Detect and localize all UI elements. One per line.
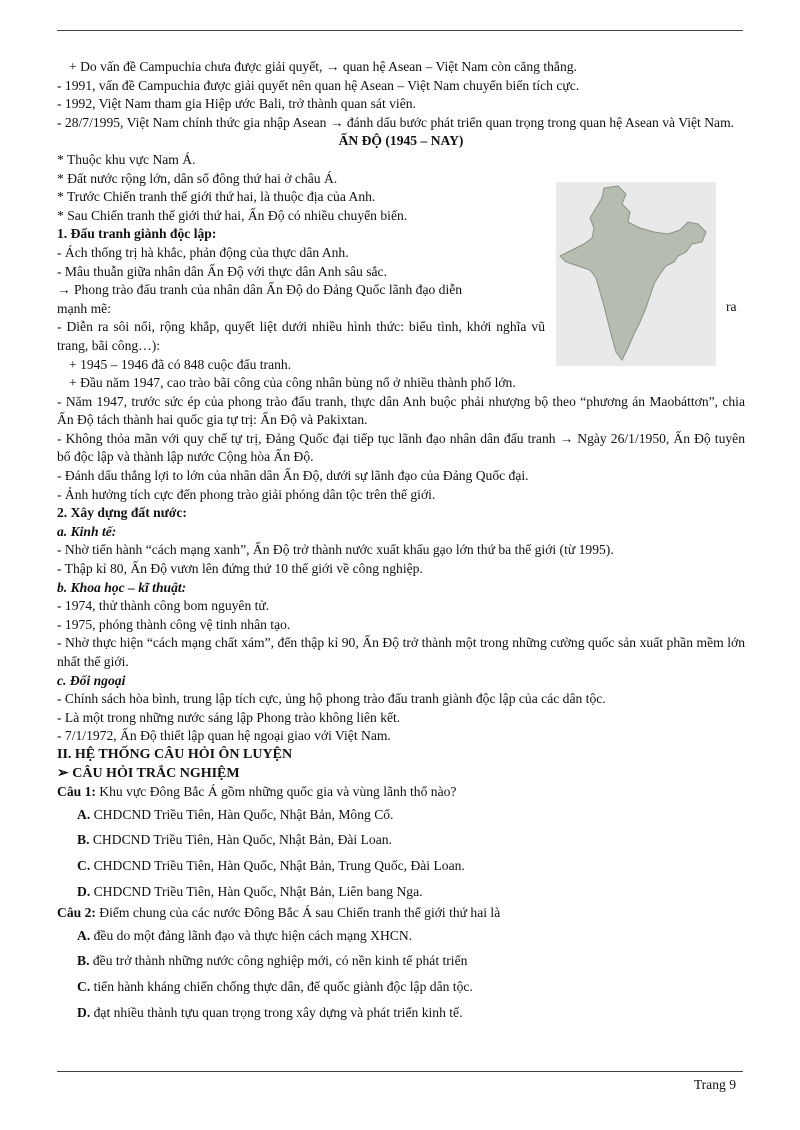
text-line: + Do vấn đề Campuchia chưa được giải quyết, → quan hệ Asean – Việt Nam còn căng thẳng.: [69, 59, 577, 74]
answer-option: [57, 802, 745, 828]
text-line: - Ảnh hưởng tích cực đến phong trào giải phóng dân tộc trên thế giới.: [57, 486, 436, 502]
answer-option: [57, 879, 745, 905]
question-label: Câu 1:: [57, 784, 96, 800]
option-key: C.: [77, 857, 91, 873]
text-line: - 7/1/1972, Ấn Độ thiết lập quan hệ ngoại giao với Việt Nam.: [57, 728, 391, 744]
text-line: - 28/7/1995, Việt Nam chính thức gia nhập Asean → đánh dấu bước phát triển quan trọng trong quan hệ Asean và Việt Nam.: [57, 114, 735, 130]
text-line: - Nhờ tiến hành “cách mạng xanh”, Ấn Độ trở thành nước xuất khẩu gạo lớn thứ ba thế giới (từ 1995).: [57, 542, 614, 558]
india-map-image: [556, 182, 716, 366]
intro-line: * Sau Chiến tranh thế giới thứ hai, Ấn Độ có nhiều chuyển biến.: [57, 207, 408, 223]
mcq-title: ➢ CÂU HỎI TRẮC NGHIỆM: [57, 765, 240, 781]
option-key: D.: [77, 1004, 91, 1020]
page-number: Trang 9: [693, 1077, 736, 1092]
text-line: - Ách thống trị hà khắc, phản động của thực dân Anh.: [57, 244, 349, 260]
heading-economy: a. Kinh tế:: [57, 523, 117, 539]
intro-line: * Đất nước rộng lớn, dân số đông thứ hai ở châu Á.: [57, 170, 338, 186]
text-line: - 1974, thử thành công bom nguyên tử.: [57, 598, 270, 614]
text-line: - 1975, phóng thành công vệ tinh nhân tạo.: [57, 616, 291, 632]
option-key: A.: [77, 806, 91, 822]
answer-option: [57, 1000, 745, 1026]
option-key: B.: [77, 832, 90, 848]
intro-line: * Thuộc khu vực Nam Á.: [57, 151, 196, 167]
text-line: - Năm 1947, trước sức ép của phong trào đấu tranh, thực dân Anh buộc phải nhượng bộ theo “phương án Maobáttơn”, chia Ấn Độ tách thành hai quốc gia tự trị: Ấn Độ và Pakixtan.: [57, 393, 745, 428]
answer-option: [57, 923, 745, 949]
option-text: CHDCND Triều Tiên, Hàn Quốc, Nhật Bản, Mông Cổ.: [90, 806, 394, 822]
option-text: CHDCND Triều Tiên, Hàn Quốc, Nhật Bản, Đài Loan.: [89, 832, 392, 848]
question-1: [57, 783, 745, 802]
option-text: đều do một đảng lãnh đạo và thực hiện cách mạng XHCN.: [90, 927, 413, 943]
heading-build-country: 2. Xây dựng đất nước:: [57, 505, 187, 521]
section-title-india: ẤN ĐỘ (1945 – NAY): [338, 133, 464, 149]
heading-science: b. Khoa học – kĩ thuật:: [57, 579, 187, 595]
heading-independence: 1. Đấu tranh giành độc lập:: [57, 226, 217, 242]
option-key: A.: [77, 927, 91, 943]
answer-option: [57, 827, 745, 853]
text-line: - Thập kỉ 80, Ấn Độ vươn lên đứng thứ 10 thế giới về công nghiệp.: [57, 561, 423, 577]
answer-option: [57, 948, 745, 974]
intro-line: * Trước Chiến tranh thế giới thứ hai, là thuộc địa của Anh.: [57, 189, 376, 205]
answer-option: [57, 853, 745, 879]
question-2: [57, 904, 745, 923]
option-text: tiến hành kháng chiến chống thực dân, đế quốc giành độc lập dân tộc.: [90, 978, 473, 994]
text-line: - 1991, vấn đề Campuchia được giải quyết nên quan hệ Asean – Việt Nam chuyển biến tích cực.: [57, 77, 580, 93]
text-line: - Nhờ thực hiện “cách mạng chất xám”, đến thập kỉ 90, Ấn Độ trở thành một trong những cường quốc sản xuất phần mềm lớn nhất thế giới.: [57, 635, 745, 669]
option-key: C.: [77, 978, 91, 994]
text-line: - Đánh dấu thắng lợi to lớn của nhân dân Ấn Độ, dưới sự lãnh đạo của Đảng Quốc đại.: [57, 468, 529, 484]
text-line: - Chính sách hòa bình, trung lập tích cực, ủng hộ phong trào đấu tranh giành độc lập của các dân tộc.: [57, 691, 606, 707]
part-two-title: II. HỆ THỐNG CÂU HỎI ÔN LUYỆN: [57, 746, 293, 762]
text-line: - Diễn ra sôi nổi, rộng khắp, quyết liệt dưới nhiều hình thức: biểu tình, khởi nghĩa vũ trang, bãi công…):: [57, 319, 545, 353]
question-text: Điểm chung của các nước Đông Bắc Á sau Chiến tranh thế giới thứ hai là: [95, 905, 501, 921]
text-line: + 1945 – 1946 đã có 848 cuộc đấu tranh.: [69, 356, 292, 372]
option-text: CHDCND Triều Tiên, Hàn Quốc, Nhật Bản, Trung Quốc, Đài Loan.: [90, 857, 465, 873]
text-line: + Đầu năm 1947, cao trào bãi công của công nhân bùng nổ ở nhiều thành phố lớn.: [69, 375, 516, 391]
question-text: Khu vực Đông Bắc Á gồm những quốc gia và vùng lãnh thổ nào?: [95, 784, 457, 800]
text-line: - Mâu thuẫn giữa nhân dân Ấn Độ với thực dân Anh sâu sắc.: [57, 263, 387, 279]
header-rule: [57, 30, 743, 31]
text-line: - Là một trong những nước sáng lập Phong trào không liên kết.: [57, 709, 401, 725]
wrapped-word: ra: [726, 299, 737, 314]
option-text: CHDCND Triều Tiên, Hàn Quốc, Nhật Bản, Liên bang Nga.: [90, 883, 423, 899]
india-map-icon: [556, 182, 716, 366]
text-line: mạnh mẽ:: [57, 300, 111, 316]
text-line: - 1992, Việt Nam tham gia Hiệp ước Bali, trở thành quan sát viên.: [57, 96, 416, 112]
option-key: B.: [77, 953, 90, 969]
question-label: Câu 2:: [57, 905, 96, 921]
option-text: đều trở thành những nước công nghiệp mới, có nền kinh tế phát triển: [89, 953, 468, 969]
text-line: - Không thỏa mãn với quy chế tự trị, Đảng Quốc đại tiếp tục lãnh đạo nhân dân đấu tranh → Ngày 26/1/1950, Ấn Độ tuyên bố độc lập và thành lập nước Cộng hòa Ấn Độ.: [57, 430, 745, 465]
answer-option: [57, 974, 745, 1000]
text-line: → Phong trào đấu tranh của nhân dân Ấn Độ do Đảng Quốc lãnh đạo diễn: [57, 282, 463, 298]
heading-foreign: c. Đối ngoại: [57, 672, 126, 688]
footer-rule: [57, 1071, 743, 1072]
option-key: D.: [77, 883, 91, 899]
option-text: đạt nhiều thành tựu quan trọng trong xây dựng và phát triển kinh tế.: [90, 1004, 463, 1020]
